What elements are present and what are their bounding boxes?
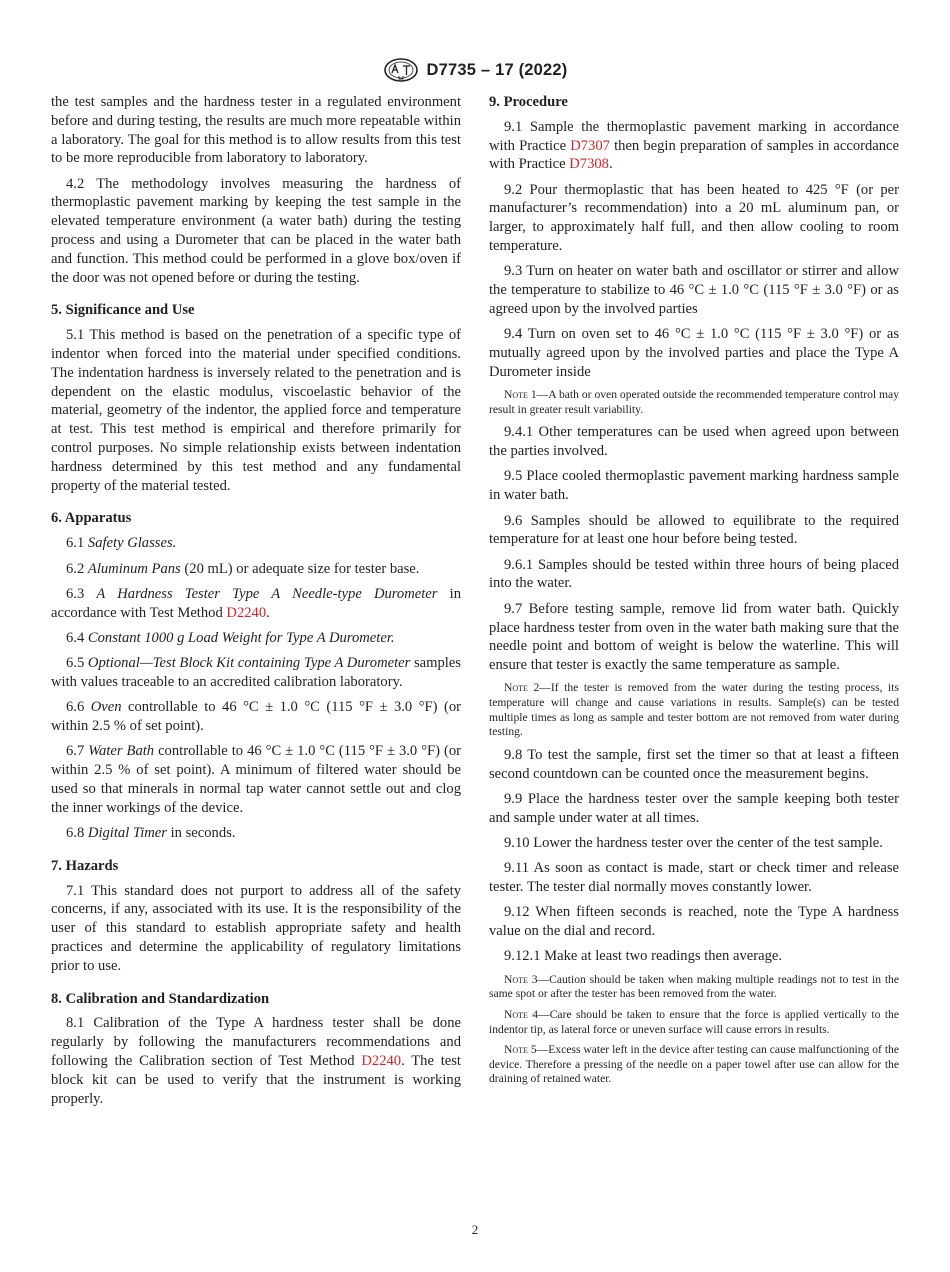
section-6-heading: 6. Apparatus [51, 510, 132, 527]
paragraph-6-6: 6.6 Oven controllable to 46 °C ± 1.0 °C (115 °F ± 3.0 °F) (or within 2.5 % of set point). [51, 699, 461, 735]
paragraph-9-1: 9.1 Sample the thermoplastic pavement marking in accordance with Practice D7307 then begin preparation of samples in accordance with Practice D7308. [489, 118, 900, 173]
paragraph-9-6: 9.6 Samples should be allowed to equilibrate to the required temperature for at least one hour before being tested. [489, 512, 899, 548]
paragraph-9-4-1: 9.4.1 Other temperatures can be used when agreed upon between the parties involved. [489, 424, 899, 460]
section-9-heading: 9. Procedure [489, 94, 568, 110]
paragraph-9-9: 9.9 Place the hardness tester over the sample keeping both tester and sample under water at all times. [489, 790, 899, 826]
paragraph-6-4: 6.4 Constant 1000 g Load Weight for Type A Durometer. [66, 629, 395, 646]
paragraph-6-8: 6.8 Digital Timer in seconds. [66, 825, 236, 842]
ref-link-d7307[interactable]: D7307 [570, 137, 610, 154]
ref-link-d2240[interactable]: D2240 [361, 1053, 402, 1070]
standard-designation: D7735 – 17 (2022) [426, 60, 568, 79]
paragraph-9-8: 9.8 To test the sample, first set the timer so that at least a fifteen second countdown can be counted once the measurement begins. [489, 746, 899, 782]
paragraph-6-3: 6.3 A Hardness Tester Type A Needle-type Durometer in accordance with Test Method D2240. [51, 585, 461, 621]
paragraph-9-6-1: 9.6.1 Samples should be tested within three hours of being placed into the water. [489, 556, 899, 592]
ref-link-d2240[interactable]: D2240 [226, 604, 267, 621]
ref-link-d7308[interactable]: D7308 [569, 156, 609, 173]
note-1: Note 1—A bath or oven operated outside the recommended temperature control may result in greater result variability. [489, 388, 899, 416]
section-5-heading: 5. Significance and Use [51, 302, 195, 319]
page-number: 2 [471, 1222, 479, 1237]
paragraph-6-7: 6.7 Water Bath controllable to 46 °C ± 1.0 °C (115 °F ± 3.0 °F) (or within 2.5 % of set point). A minimum of filtered water should be used so that minerals in normal tap water cannot settle out and clog the inner workings of the device. [51, 743, 461, 816]
section-7-heading: 7. Hazards [51, 857, 119, 874]
paragraph-6-5: 6.5 Optional—Test Block Kit containing Type A Durometer samples with values traceable to an accredited calibration laboratory. [51, 655, 461, 691]
note-3: Note 3—Caution should be taken when making multiple readings not to test in the same spot or after the tester has been removed from the water. [489, 972, 899, 1001]
paragraph-4-2: 4.2 The methodology involves measuring the hardness of thermoplastic pavement marking by keeping the test sample in the elevated temperature environment (a water bath) during the testing process and using a Durometer that can be placed in the water bath and function. This method could be performed in a glove box/oven if the door was not opened before or during the testing. [51, 175, 461, 286]
paragraph-9-7: 9.7 Before testing sample, remove lid from water bath. Quickly place hardness tester from oven in the water bath making sure that the needle point and bottom of weight is below the waterline. This will ensure that tester is exactly the same temperature as sample. [489, 600, 899, 674]
paragraph-9-2: 9.2 Pour thermoplastic that has been heated to 425 °F (or per manufacturer’s recommendation) into a 20 mL aluminum pan, or larger, to approximately half full, and then allow cooling to room temperature. [489, 181, 899, 255]
paragraph-6-1: 6.1 Safety Glasses. [66, 535, 177, 552]
astm-logo-icon [383, 57, 419, 83]
page-header [0, 57, 950, 85]
note-4: Note 4—Care should be taken to ensure that the force is applied vertically to the indentor tip, as lateral force or uneven surface will cause errors in results. [489, 1007, 899, 1036]
right-column [489, 93, 899, 1093]
paragraph-7-1: 7.1 This standard does not purport to address all of the safety concerns, if any, associated with its use. It is the responsibility of the user of this standard to establish appropriate safety and health practices and determine the applicability of regulatory limitations prior to use. [51, 882, 461, 974]
paragraph-8-1: 8.1 Calibration of the Type A hardness tester shall be done regularly by following the manufacturers recommendations and following the Calibration section of Test Method D2240. The test block kit can be used to verify that the instrument is working properly. [51, 1015, 461, 1107]
paragraph-9-5: 9.5 Place cooled thermoplastic pavement marking hardness sample in water bath. [489, 468, 899, 504]
paragraph-6-2: 6.2 Aluminum Pans (20 mL) or adequate size for tester base. [66, 560, 420, 577]
paragraph-9-12-1: 9.12.1 Make at least two readings then average. [504, 948, 782, 965]
section-8-heading: 8. Calibration and Standardization [51, 990, 270, 1007]
note-5: Note 5—Excess water left in the device after testing can cause malfunctioning of the device. Therefore a pressing of the needle on a paper towel after use can allow for the draining of retained water. [489, 1043, 900, 1086]
paragraph-9-11: 9.11 As soon as contact is made, start or check timer and release tester. The tester dial normally moves constantly lower. [489, 860, 899, 896]
left-column [51, 93, 461, 1115]
paragraph-5-1: 5.1 This method is based on the penetration of a specific type of indentor when forced into the material under specified conditions. The indentation hardness is inversely related to the penetration and is dependent on the elastic modulus, viscoelastic behavior of the material, geometry of the indentor, the applied force and temperature at test. This test method is empirical and therefore primarily for control purposes. No simple relationship exists between indentation hardness determined by this test method and any fundamental property of the material tested. [51, 327, 461, 494]
paragraph-9-10: 9.10 Lower the hardness tester over the center of the test sample. [504, 834, 883, 851]
paragraph-9-4: 9.4 Turn on oven set to 46 °C ± 1.0 °C (115 °F ± 3.0 °F) or as mutually agreed upon by the involved parties and place the Type A Durometer inside [489, 326, 899, 380]
paragraph-continuation: the test samples and the hardness tester in a regulated environment before and during testing, the results are much more repeatable within a laboratory. The goal for this method is to allow results from this test to be more reproducible from laboratory to laboratory. [51, 94, 461, 167]
note-2: Note 2—If the tester is removed from the water during the testing process, its temperature will change and cause variations in results. Sample(s) can be tested multiple times as long as sample and tester bottom are not removed from water during testing. [489, 681, 899, 739]
paragraph-9-3: 9.3 Turn on heater on water bath and oscillator or stirrer and allow the temperature to stabilize to 46 °C ± 1.0 °C (115 °F ± 3.0 °F) or as agreed upon by the involved parties [489, 263, 899, 317]
paragraph-9-12: 9.12 When fifteen seconds is reached, note the Type A hardness value on the dial and record. [489, 904, 899, 940]
